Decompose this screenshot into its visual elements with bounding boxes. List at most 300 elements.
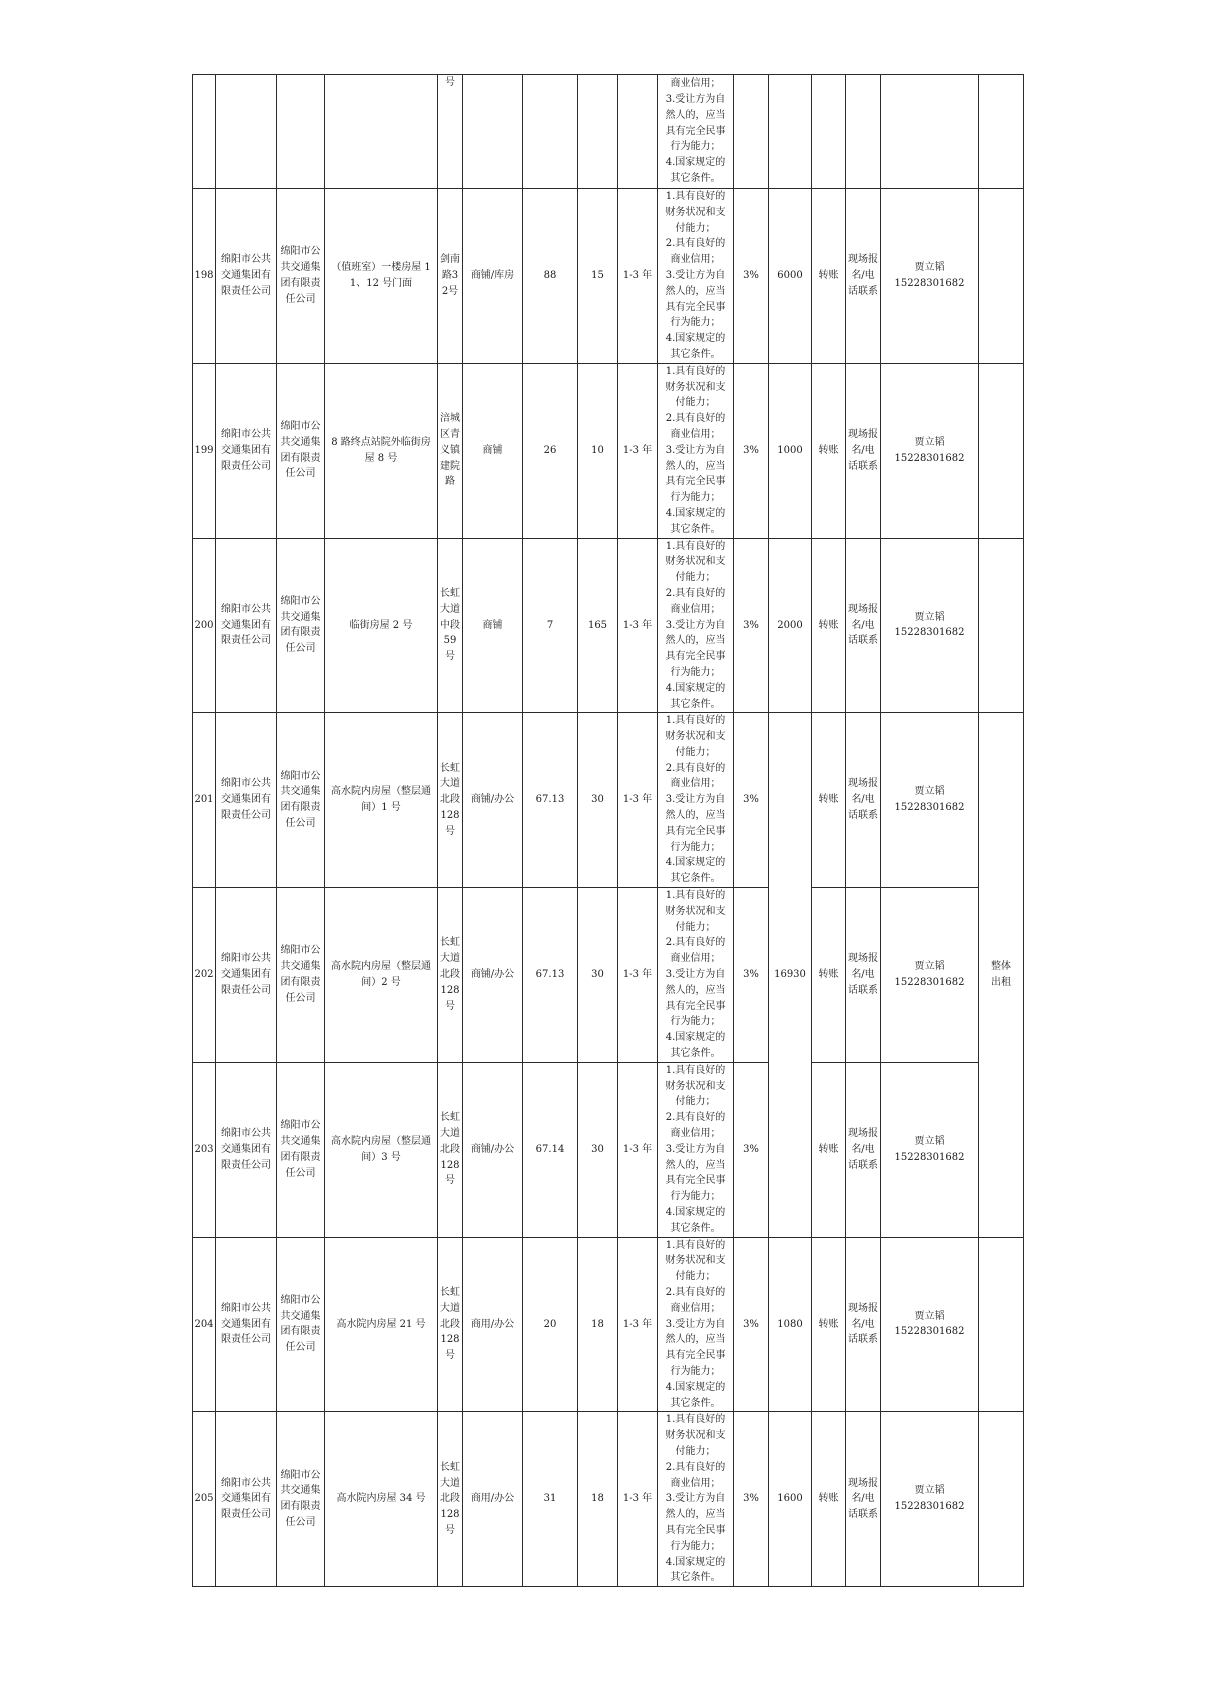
cell-property-name [325,1237,438,1412]
cell-contact [881,1062,979,1237]
cell-address-text: 长虹大道北段128号 [440,937,460,1012]
cell-conditions [658,189,734,364]
condition-line: 其它条件。 [670,1048,721,1060]
cell-rent [578,363,618,538]
cell-rent [578,1412,618,1587]
cell-increase-text: 3% [743,1493,759,1505]
cell-area [523,189,578,364]
condition-line: 其它条件。 [670,1397,721,1409]
cell-payment [812,1237,846,1412]
cell-address-text: 长虹大道中段59号 [440,587,460,663]
cell-no [193,713,216,888]
cell-no-text: 205 [194,1493,214,1505]
cell-area [523,1237,578,1412]
cell-company [216,1062,277,1237]
cell-conditions [658,75,734,189]
cell-term [618,888,658,1063]
cell-payment [812,1062,846,1237]
condition-line: 然人的，应当 [665,109,726,121]
condition-line: 商业信用； [670,1128,721,1140]
cell-remark [979,538,1024,713]
cell-increase [734,1237,769,1412]
cell-use [463,888,523,1063]
condition-line: 2.具有良好的 [665,1112,726,1124]
cell-term [618,363,658,538]
cell-area-text: 20 [543,1318,557,1330]
cell-contact [881,713,979,888]
cell-company [216,75,277,189]
cell-use [463,1237,523,1412]
cell-rent [578,1237,618,1412]
condition-line: 具有完全民事 [665,651,726,663]
cell-remark [979,363,1024,538]
cell-increase [734,888,769,1063]
condition-line: 具有完全民事 [665,476,726,488]
cell-payment [812,189,846,364]
cell-unit [277,713,325,888]
cell-address [438,1062,463,1237]
cell-rent [578,713,618,888]
condition-line: 行为能力； [670,317,721,329]
cell-property-name [325,75,438,189]
cell-area [523,888,578,1063]
cell-address [438,1237,463,1412]
condition-line: 行为能力； [670,1191,721,1203]
cell-property-name-text: 8 路终点站院外临街房屋 8 号 [331,436,431,464]
cell-rent-text: 18 [591,1318,604,1330]
cell-deposit-text: 1080 [777,1318,803,1330]
cell-unit [277,538,325,713]
contact-name: 贾立韬 [914,786,945,798]
cell-conditions [658,888,734,1063]
cell-area-text: 88 [543,269,557,281]
cell-register-text: 现场报名/电话联系 [848,1302,878,1346]
cell-address [438,713,463,888]
condition-line: 其它条件。 [670,698,721,710]
cell-deposit [769,1237,812,1412]
cell-contact [881,1237,979,1412]
condition-line: 具有完全民事 [665,1175,726,1187]
condition-line: 3.受让方为自 [665,269,726,281]
condition-line: 然人的，应当 [665,460,726,472]
condition-line: 3.受让方为自 [665,619,726,631]
table-row-continued [193,75,1024,189]
contact-phone: 15228301682 [894,802,965,814]
cell-unit [277,1237,325,1412]
contact-name: 贾立韬 [914,961,945,973]
condition-line: 其它条件。 [670,348,721,360]
cell-deposit-text: 16930 [774,969,806,981]
contact-name: 贾立韬 [914,436,945,448]
cell-register-text: 现场报名/电话联系 [848,603,878,647]
cell-address [438,1412,463,1587]
cell-property-name [325,363,438,538]
cell-remark [979,75,1024,189]
cell-property-name-text: （值班室）一楼房屋 11、12 号门面 [331,262,431,289]
cell-term [618,189,658,364]
condition-line: 3.受让方为自 [665,94,726,105]
cell-unit [277,1412,325,1587]
cell-unit-text: 绵阳市公共交通集团有限责任公司 [280,945,321,1004]
cell-deposit-text: 6000 [777,269,803,281]
condition-line: 4.国家规定的 [665,507,726,519]
cell-contact [881,888,979,1063]
cell-use-text: 商用/办公 [470,1318,515,1330]
cell-unit-text: 绵阳市公共交通集团有限责任公司 [280,595,321,655]
cell-property-name-text: 高水院内房屋 34 号 [336,1493,426,1505]
cell-increase-text: 3% [743,269,759,281]
cell-rent-text: 15 [591,269,604,281]
cell-term [618,538,658,713]
cell-term-text: 1-3 年 [622,444,653,456]
cell-property-name [325,1412,438,1587]
cell-unit-text: 绵阳市公共交通集团有限责任公司 [280,246,321,305]
condition-line: 商业信用； [670,953,721,965]
contact-phone: 15228301682 [894,452,965,464]
cell-no-text: 203 [194,1143,214,1155]
cell-contact [881,189,979,364]
condition-line: 3.受让方为自 [665,1143,726,1155]
cell-term-text: 1-3 年 [622,1143,653,1155]
table-row [193,1062,1024,1237]
contact-name: 贾立韬 [914,1485,945,1497]
cell-increase-text: 3% [743,969,759,981]
contact-name: 贾立韬 [914,611,945,623]
condition-line: 1.具有良好的 [665,890,726,902]
cell-area [523,538,578,713]
condition-line: 行为能力； [670,1540,721,1552]
cell-term-text: 1-3 年 [622,1493,653,1505]
cell-no-text: 202 [194,969,214,981]
condition-line: 财务状况和支 [665,556,726,568]
condition-line: 其它条件。 [670,172,721,184]
condition-line: 4.国家规定的 [665,1556,726,1568]
cell-no [193,363,216,538]
cell-conditions [658,1062,734,1237]
cell-term [618,75,658,189]
condition-line: 1.具有良好的 [665,715,726,727]
cell-area-text: 67.14 [535,1143,565,1155]
cell-increase [734,1062,769,1237]
cell-unit-text: 绵阳市公共交通集团有限责任公司 [280,1120,321,1179]
cell-remark [979,1412,1024,1587]
cell-company [216,363,277,538]
cell-increase [734,1412,769,1587]
cell-increase [734,363,769,538]
cell-payment-text: 转账 [818,969,839,981]
cell-payment-text: 转账 [818,794,839,806]
cell-no-text: 204 [194,1318,214,1330]
table-row [193,888,1024,1063]
cell-company [216,538,277,713]
cell-increase-text: 3% [743,619,759,631]
cell-contact [881,363,979,538]
condition-line: 3.受让方为自 [665,794,726,806]
condition-line: 商业信用； [670,1302,721,1314]
cell-register-text: 现场报名/电话联系 [848,1128,878,1171]
condition-line: 财务状况和支 [665,905,726,917]
cell-increase-text: 3% [743,1143,759,1155]
cell-rent [578,538,618,713]
cell-register [846,189,881,364]
condition-line: 然人的，应当 [665,984,726,996]
cell-area [523,713,578,888]
cell-address [438,75,463,189]
cell-payment [812,75,846,189]
condition-line: 4.国家规定的 [665,1207,726,1218]
cell-deposit-text: 1000 [777,444,803,456]
cell-register [846,363,881,538]
cell-use [463,713,523,888]
condition-line: 具有完全民事 [665,1000,726,1012]
condition-line: 1.具有良好的 [665,191,726,202]
condition-line: 财务状况和支 [665,1255,726,1267]
table-row [193,1237,1024,1412]
condition-line: 然人的，应当 [665,810,726,822]
condition-line: 4.国家规定的 [665,333,726,345]
condition-line: 4.国家规定的 [665,1381,726,1393]
cell-register-text: 现场报名/电话联系 [848,1477,878,1521]
condition-line: 商业信用； [670,603,721,615]
condition-line: 然人的，应当 [665,285,726,297]
cell-unit [277,189,325,364]
cell-register-text: 现场报名/电话联系 [848,428,878,472]
cell-company-text: 绵阳市公共交通集团有限责任公司 [221,603,271,647]
condition-line: 1.具有良好的 [665,1064,726,1076]
cell-company-text: 绵阳市公共交通集团有限责任公司 [221,953,271,996]
cell-rent-text: 18 [591,1493,604,1505]
condition-line: 4.国家规定的 [665,682,726,694]
condition-line: 商业信用； [670,778,721,790]
cell-property-name [325,538,438,713]
cell-payment-text: 转账 [818,269,839,281]
cell-company [216,1237,277,1412]
cell-company [216,189,277,364]
cell-property-name [325,189,438,364]
cell-payment-text: 转账 [818,1143,839,1155]
cell-payment-text: 转账 [818,1318,839,1330]
cell-no [193,1237,216,1412]
condition-line: 财务状况和支 [665,381,726,393]
cell-remark [979,1237,1024,1412]
cell-term-text: 1-3 年 [622,1318,653,1330]
cell-no [193,189,216,364]
cell-contact [881,75,979,189]
cell-conditions [658,1237,734,1412]
cell-company-text: 绵阳市公共交通集团有限责任公司 [221,428,271,472]
cell-term-text: 1-3 年 [622,619,653,631]
cell-remark [979,713,1024,1237]
cell-term [618,1062,658,1237]
cell-use-text: 商用/办公 [470,1493,515,1505]
cell-term-text: 1-3 年 [622,269,653,281]
condition-line: 财务状况和支 [665,1430,726,1442]
cell-use-text: 商铺/办公 [470,969,515,981]
cell-deposit [769,713,812,1237]
cell-address-text: 长虹大道北段128号 [440,1112,460,1187]
condition-line: 财务状况和支 [665,731,726,743]
cell-register-text: 现场报名/电话联系 [848,254,878,297]
cell-register [846,1062,881,1237]
condition-line: 2.具有良好的 [665,413,726,425]
cell-use-text: 商铺 [482,619,503,631]
cell-use [463,363,523,538]
contact-phone: 15228301682 [894,976,965,988]
cell-no [193,1412,216,1587]
condition-line: 商业信用； [670,254,721,266]
cell-area-text: 7 [546,619,554,631]
cell-register-text: 现场报名/电话联系 [848,778,878,822]
condition-line: 2.具有良好的 [665,587,726,599]
condition-line: 具有完全民事 [665,1350,726,1362]
cell-address [438,538,463,713]
cell-increase [734,75,769,189]
cell-area-text: 67.13 [535,969,565,981]
cell-area [523,75,578,189]
cell-company [216,888,277,1063]
cell-area-text: 31 [543,1493,557,1505]
cell-unit-text: 绵阳市公共交通集团有限责任公司 [280,1294,321,1354]
condition-line: 4.国家规定的 [665,157,726,169]
condition-line: 财务状况和支 [665,1080,726,1092]
condition-line: 1.具有良好的 [665,540,726,552]
cell-deposit [769,1412,812,1587]
cell-rent-text: 30 [591,1143,604,1155]
cell-increase [734,713,769,888]
cell-contact [881,1412,979,1587]
cell-increase [734,189,769,364]
cell-use [463,1412,523,1587]
cell-rent-text: 165 [587,619,608,631]
contact-phone: 15228301682 [894,627,965,639]
cell-company-text: 绵阳市公共交通集团有限责任公司 [221,254,271,297]
contact-phone: 15228301682 [894,1326,965,1338]
cell-use [463,75,523,189]
cell-company-text: 绵阳市公共交通集团有限责任公司 [221,778,271,822]
cell-conditions [658,1412,734,1587]
cell-no [193,75,216,189]
cell-term-text: 1-3 年 [622,794,653,806]
condition-line: 2.具有良好的 [665,238,726,250]
cell-address-text: 涪城区青义镇建院路 [440,413,460,488]
cell-payment [812,1412,846,1587]
cell-area [523,1412,578,1587]
cell-property-name-text: 高水院内房屋（整层通间）1 号 [331,786,431,814]
cell-increase-text: 3% [743,1318,759,1330]
cell-rent-text: 30 [591,969,604,981]
cell-rent-text: 30 [591,794,604,806]
cell-deposit-text: 1600 [777,1493,803,1505]
cell-rent [578,75,618,189]
condition-line: 行为能力； [670,141,721,153]
cell-deposit [769,363,812,538]
condition-line: 3.受让方为自 [665,444,726,456]
condition-line: 付能力； [675,1096,716,1108]
cell-company [216,713,277,888]
cell-use [463,189,523,364]
condition-line: 1.具有良好的 [665,1239,726,1251]
cell-area-text: 67.13 [535,794,565,806]
condition-line: 具有完全民事 [665,301,726,313]
table-row [193,189,1024,364]
condition-line: 付能力； [675,921,716,933]
condition-line: 付能力； [675,1271,716,1283]
condition-line: 3.受让方为自 [665,969,726,981]
cell-no-text: 198 [194,269,214,281]
cell-use-text: 商铺 [482,444,503,456]
cell-payment-text: 转账 [818,619,839,631]
condition-line: 付能力； [675,746,716,758]
cell-address-text: 长虹大道北段128号 [440,762,460,837]
cell-property-name-text: 高水院内房屋（整层通间）2 号 [331,961,431,988]
cell-use [463,1062,523,1237]
cell-remark-text: 整体出租 [991,961,1011,988]
condition-line: 2.具有良好的 [665,762,726,774]
condition-line: 具有完全民事 [665,825,726,837]
cell-increase-text: 3% [743,444,759,456]
cell-payment [812,713,846,888]
contact-name: 贾立韬 [914,262,945,274]
cell-property-name [325,713,438,888]
contact-phone: 15228301682 [894,1501,965,1513]
cell-deposit-text: 2000 [777,619,803,631]
contact-name: 贾立韬 [914,1135,945,1147]
cell-unit [277,1062,325,1237]
cell-conditions [658,713,734,888]
cell-payment-text: 转账 [818,1493,839,1505]
condition-line: 1.具有良好的 [665,1414,726,1426]
condition-line: 付能力； [675,572,716,584]
cell-deposit [769,75,812,189]
condition-line: 然人的，应当 [665,1509,726,1521]
table-body [193,75,1024,1587]
cell-remark [979,189,1024,364]
cell-unit-text: 绵阳市公共交通集团有限责任公司 [280,1469,321,1529]
cell-company-text: 绵阳市公共交通集团有限责任公司 [221,1302,271,1346]
cell-property-name-text: 高水院内房屋（整层通间）3 号 [331,1135,431,1163]
contact-name: 贾立韬 [914,1310,945,1322]
table-row [193,538,1024,713]
cell-register [846,888,881,1063]
cell-area-text: 26 [543,444,557,456]
table-row [193,1412,1024,1587]
cell-term [618,713,658,888]
cell-address [438,363,463,538]
cell-contact [881,538,979,713]
cell-payment [812,888,846,1063]
condition-line: 行为能力； [670,492,721,504]
cell-no [193,538,216,713]
condition-line: 4.国家规定的 [665,857,726,869]
condition-line: 然人的，应当 [665,1334,726,1346]
cell-unit-text: 绵阳市公共交通集团有限责任公司 [280,770,321,829]
cell-no-text: 201 [194,794,214,806]
cell-unit-text: 绵阳市公共交通集团有限责任公司 [280,421,321,480]
cell-use-text: 商铺/办公 [470,1143,515,1155]
cell-register [846,538,881,713]
cell-no-text: 200 [194,619,214,631]
cell-property-name-text: 高水院内房屋 21 号 [336,1318,426,1330]
condition-line: 商业信用； [670,78,721,90]
cell-conditions [658,363,734,538]
condition-line: 其它条件。 [670,1572,721,1584]
contact-phone: 15228301682 [894,1151,965,1163]
cell-property-name [325,1062,438,1237]
condition-line: 行为能力； [670,841,721,853]
cell-register [846,1237,881,1412]
table-row [193,363,1024,538]
cell-address [438,189,463,364]
